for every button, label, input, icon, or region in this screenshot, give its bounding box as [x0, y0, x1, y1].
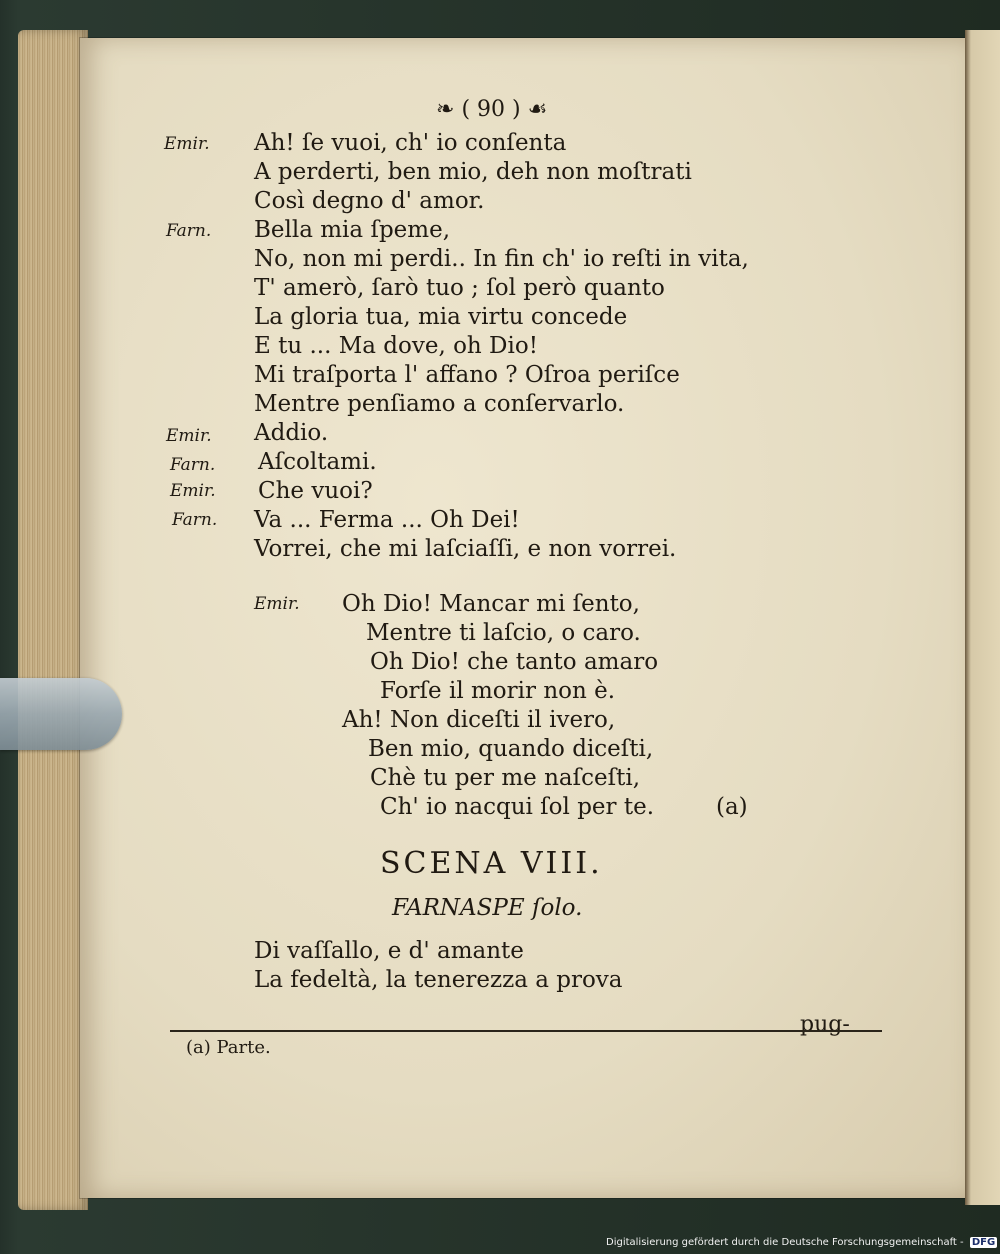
facing-page-edge	[965, 30, 1000, 1205]
aria-speaker-label: Emir.	[254, 594, 300, 614]
verse-line: E tu ... Ma dove, oh Dio!	[254, 333, 538, 359]
verse-line: Va ... Ferma ... Oh Dei!	[254, 507, 520, 533]
dfg-logo: DFG	[971, 1237, 996, 1248]
verse-line: Di vaſſallo, e d' amante	[254, 938, 524, 964]
verse-line: Aſcoltami.	[258, 449, 377, 475]
catchword: pug-	[800, 1012, 850, 1037]
aria-line: Ben mio, quando diceſti,	[368, 736, 654, 762]
verse-line: La gloria tua, mia virtu concede	[254, 304, 628, 330]
verse-line: T' amerò, ſarò tuo ; ſol però quanto	[254, 275, 665, 301]
verse-line: Mi traſporta l' affano ? Oſroa periſce	[254, 362, 680, 388]
book-page-edges	[18, 30, 88, 1210]
page-header: ❧ ( 90 ) ☙	[436, 97, 548, 122]
verse-line: Bella mia ſpeme,	[254, 217, 451, 243]
footnote: (a) Parte.	[186, 1037, 271, 1058]
footnote-mark: (a)	[716, 794, 748, 820]
speaker-label: Farn.	[166, 221, 212, 241]
verse-line: No, non mi perdi.. In fin ch' io reſti in vita,	[254, 246, 749, 272]
verse-line: Addio.	[254, 420, 329, 446]
aria-line: Mentre ti laſcio, o caro.	[366, 620, 641, 646]
digitization-credit	[606, 1237, 997, 1248]
ornament-left-icon: ❧	[436, 97, 455, 122]
footnote-rule	[170, 1030, 882, 1032]
credit-text: Digitalisierung gefördert durch die Deutsche Forschungsgemeinschaft -	[606, 1237, 964, 1248]
aria-line: Ch' io nacqui ſol per te.	[380, 794, 655, 820]
bookmark-tab	[0, 678, 122, 750]
speaker-label: Emir.	[170, 481, 216, 501]
scene-subtitle: FARNASPE ſolo.	[392, 895, 583, 921]
speaker-label: Farn.	[170, 455, 216, 475]
ornament-right-icon: ☙	[527, 97, 548, 122]
aria-line: Forſe il morir non è.	[380, 678, 616, 704]
speaker-label: Emir.	[164, 134, 210, 154]
verse-line: La fedeltà, la tenerezza a prova	[254, 967, 623, 993]
speaker-label: Emir.	[166, 426, 212, 446]
verse-line: Vorrei, che mi laſciaſſi, e non vorrei.	[254, 536, 677, 562]
aria-line: Ah! Non diceſti il ivero,	[342, 707, 616, 733]
speaker-label: Farn.	[172, 510, 218, 530]
verse-line: Così degno d' amor.	[254, 188, 485, 214]
verse-line: Ah! ſe vuoi, ch' io conſenta	[254, 130, 567, 156]
aria-line: Oh Dio! Mancar mi ſento,	[342, 591, 640, 617]
scene-title: SCENA VIII.	[380, 846, 603, 881]
aria-line: Oh Dio! che tanto amaro	[370, 649, 659, 675]
verse-line: Che vuoi?	[258, 478, 373, 504]
aria-line: Chè tu per me naſceſti,	[370, 765, 641, 791]
verse-line: Mentre penſiamo a conſervarlo.	[254, 391, 625, 417]
verse-line: A perderti, ben mio, deh non moſtrati	[254, 159, 692, 185]
